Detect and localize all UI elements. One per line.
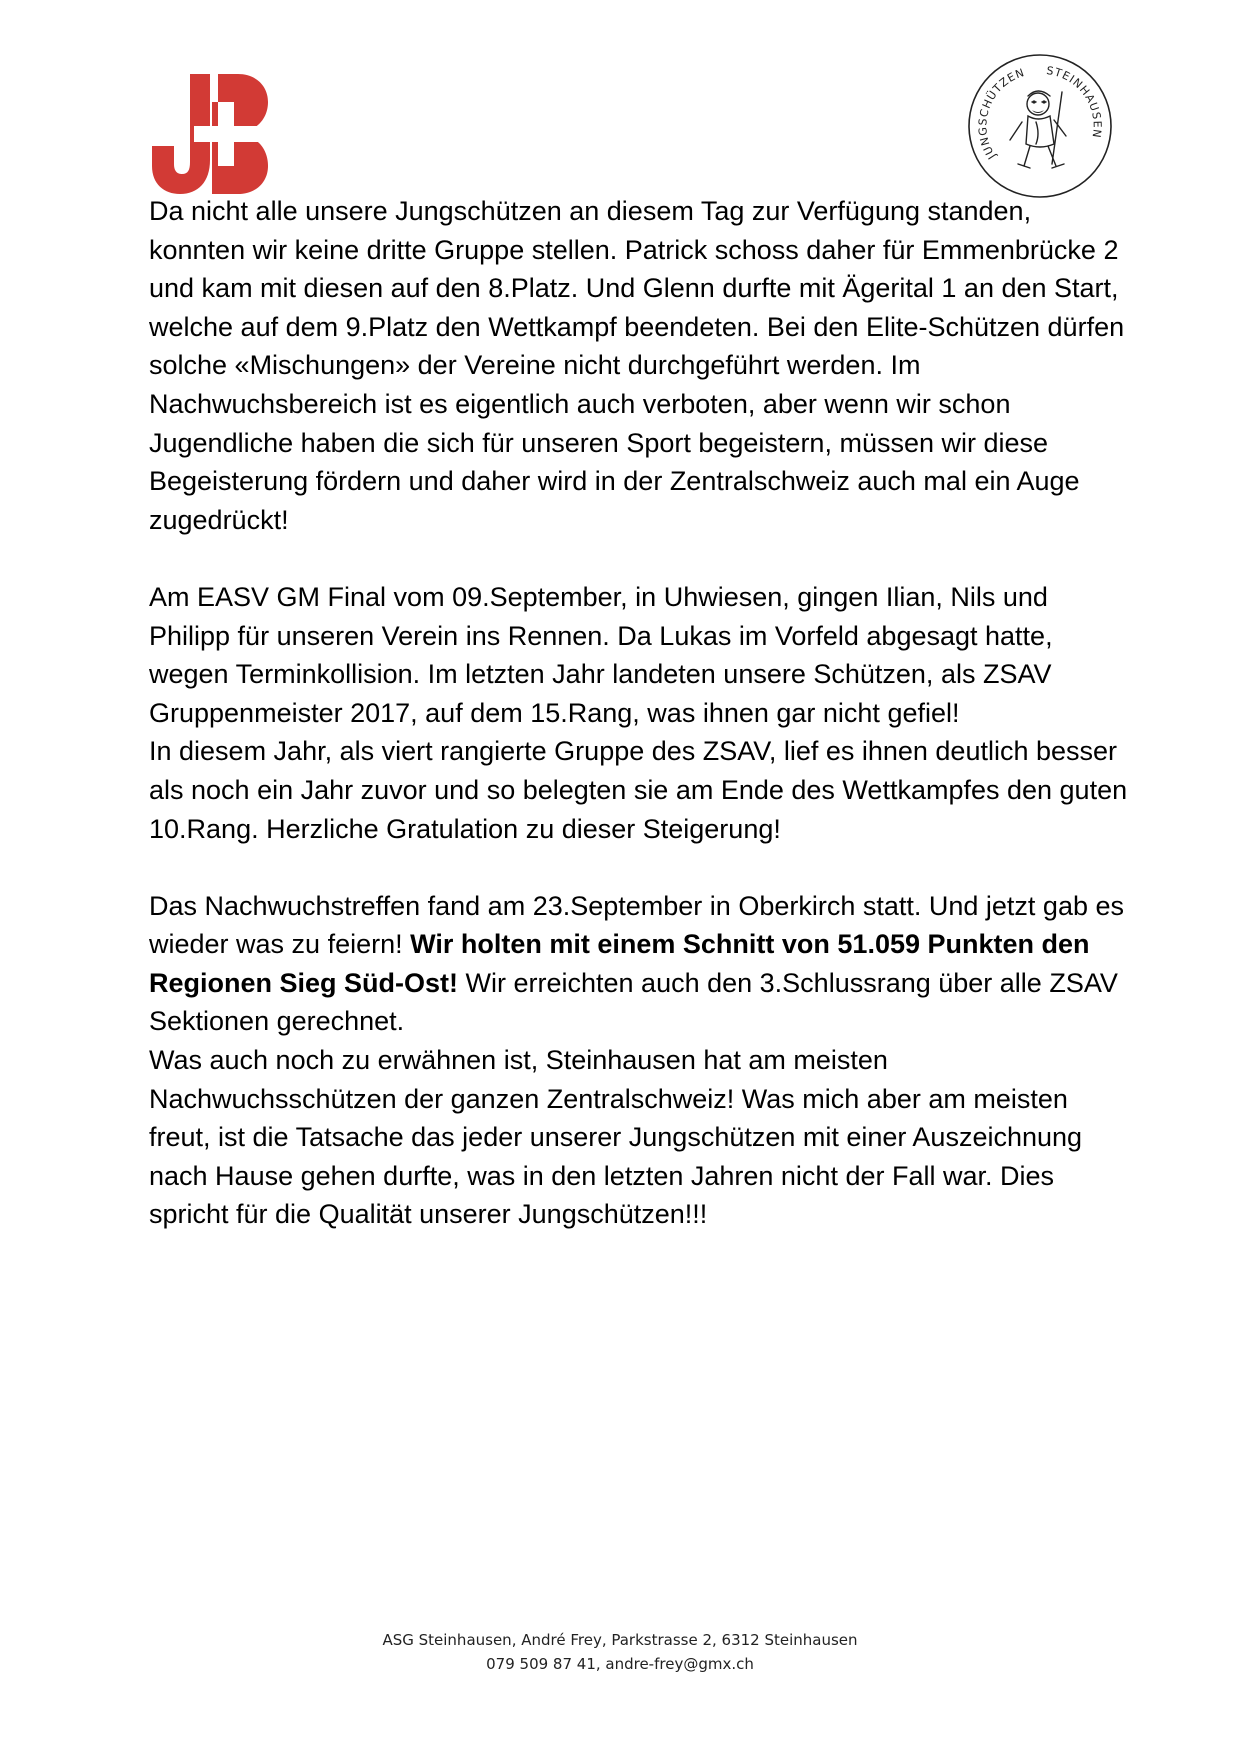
jungschuetzen-steinhausen-seal-icon: [966, 52, 1114, 200]
article-body: [149, 192, 1129, 1234]
paragraph-3: In diesem Jahr, als viert rangierte Gruppe des ZSAV, lief es ihnen deutlich besser als noch ein Jahr zuvor und so belegten sie am Ende des Wettkampfes den guten 10.Rang. Herzliche Gratulation zu dieser Steigerung!: [149, 736, 1128, 844]
seal-text-right: STEINHAUSEN: [1045, 63, 1104, 140]
page-footer: [0, 1628, 1240, 1676]
paragraph-5: Was auch noch zu erwähnen ist, Steinhausen hat am meisten Nachwuchsschützen der ganzen Zentralschweiz! Was mich aber am meisten freut, ist die Tatsache das jeder unserer Jungschützen mit einer Auszeichnung nach Hause gehen durfte, was in den letzten Jahren nicht der Fall war. Dies spricht für die Qualität unserer Jungschützen!!!: [149, 1045, 1083, 1230]
paragraph-1: Da nicht alle unsere Jungschützen an diesem Tag zur Verfügung standen, konnten wir keine dritte Gruppe stellen. Patrick schoss daher für Emmenbrücke 2 und kam mit diesen auf den 8.Platz. Und Glenn durfte mit Ägerital 1 an den Start, welche auf dem 9.Platz den Wettkampf beendeten. Bei den Elite-Schützen dürfen solche «Mischungen» der Vereine nicht durchgeführt werden. Im Nachwuchsbereich ist es eigentlich auch verboten, aber wenn wir schon Jugendliche haben die sich für unseren Sport begeistern, müssen wir diese Begeisterung fördern und daher wird in der Zentralschweiz auch mal ein Auge zugedrückt!: [149, 196, 1125, 535]
seal-text-top: JUNGSCHÜTZEN: [976, 65, 1027, 162]
paragraph-gap: [149, 539, 1129, 578]
paragraph-2: Am EASV GM Final vom 09.September, in Uhwiesen, gingen Ilian, Nils und Philipp für unseren Verein ins Rennen. Da Lukas im Vorfeld abgesagt hatte, wegen Terminkollision. Im letzten Jahr landeten unsere Schützen, als ZSAV Gruppenmeister 2017, auf dem 15.Rang, was ihnen gar nicht gefiel!: [149, 581, 1053, 728]
paragraph-4-end: Wir erreichten auch den 3.Schlussrang über alle ZSAV Sektionen gerechnet.: [149, 967, 1118, 1037]
footer-contact: 079 509 87 41, andre-frey@gmx.ch: [486, 1655, 754, 1673]
js-swiss-cross-logo-icon: [152, 74, 268, 194]
paragraph-gap: [149, 848, 1129, 887]
paragraph-4-start: Das Nachwuchstreffen fand am 23.September in Oberkirch statt. Und jetzt gab es wieder was zu feiern!: [149, 890, 1124, 960]
paragraph-4-highlight: Wir holten mit einem Schnitt von 51.059 Punkten den Regionen Sieg Süd-Ost!: [149, 929, 1090, 998]
footer-address: ASG Steinhausen, André Frey, Parkstrasse 2, 6312 Steinhausen: [382, 1631, 858, 1649]
paragraph-4: [149, 887, 1129, 1041]
